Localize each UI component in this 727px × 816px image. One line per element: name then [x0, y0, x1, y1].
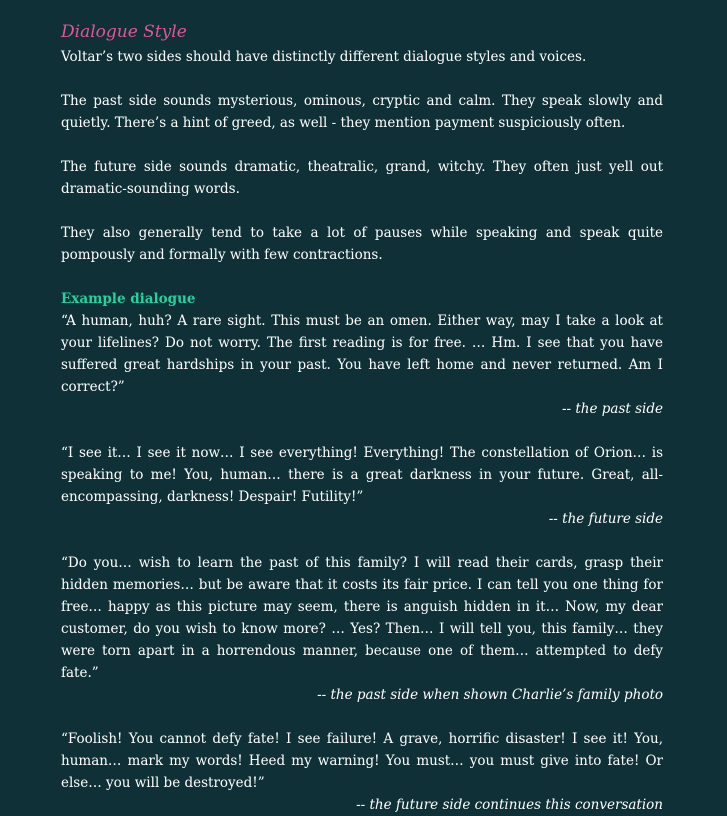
section-title: Dialogue Style — [61, 22, 187, 42]
attribution-text: the past side — [575, 401, 663, 417]
attribution-text: the past side when shown Charlie’s family photo — [330, 687, 663, 703]
dialogue-quote: “Foolish! You cannot defy fate! I see failure! A grave, horrific disaster! I see it! You, human… mark my words! Heed my warning! You must… you must give into fate! Or else… you will be destroyed!” — [61, 731, 663, 791]
attribution-text: the future side continues this conversation — [369, 797, 663, 813]
paragraph-gap — [61, 68, 663, 90]
paragraph-gap — [61, 134, 663, 156]
dialogue-example — [61, 728, 663, 816]
attribution-prefix: -- — [317, 687, 331, 703]
dialogue-attribution — [61, 508, 663, 530]
dialogue-example — [61, 310, 663, 420]
intro-paragraph: Voltar’s two sides should have distinctly different dialogue styles and voices. — [61, 49, 587, 65]
paragraph-gap — [61, 200, 663, 222]
past-side-paragraph: The past side sounds mysterious, ominous, cryptic and calm. They speak slowly and quietly. There’s a hint of greed, as well - they mention payment suspiciously often. — [61, 93, 663, 131]
paragraph-gap — [61, 706, 663, 728]
dialogue-example — [61, 442, 663, 530]
dialogue-attribution — [61, 684, 663, 706]
dialogue-quote: “A human, huh? A rare sight. This must be an omen. Either way, may I take a look at your lifelines? Do not worry. The first reading is for free. … Hm. I see that you have suffered great hardships in your past. You have left home and never returned. Am I correct?” — [61, 313, 663, 395]
paragraph-gap — [61, 266, 663, 288]
dialogue-quote: “I see it… I see it now… I see everything! Everything! The constellation of Orion… is speaking to me! You, human… there is a great darkness in your future. Great, all-encompassing, darkness! Despair! Futility!” — [61, 445, 663, 505]
dialogue-attribution — [61, 794, 663, 816]
attribution-prefix: -- — [561, 401, 576, 417]
dialogue-attribution — [61, 398, 663, 420]
dialogue-example — [61, 552, 663, 706]
example-dialogue-heading: Example dialogue — [61, 291, 196, 307]
paragraph-gap — [61, 420, 663, 442]
paragraph-gap — [61, 530, 663, 552]
dialogue-quote: “Do you… wish to learn the past of this family? I will read their cards, grasp their hidden memories… but be aware that it costs its fair price. I can tell you one thing for free… happy as this picture may seem, there is anguish hidden in it… Now, my dear customer, do you wish to know more? … Yes? Then… I will tell you, this family… they were torn apart in a horrendous manner, because one of them… attempted to defy fate.” — [61, 555, 663, 681]
attribution-prefix: -- — [548, 511, 563, 527]
attribution-text: the future side — [562, 511, 663, 527]
pauses-paragraph: They also generally tend to take a lot of pauses while speaking and speak quite pompously and formally with few contractions. — [61, 225, 663, 263]
future-side-paragraph: The future side sounds dramatic, theatralic, grand, witchy. They often just yell out dramatic-sounding words. — [61, 159, 663, 197]
attribution-prefix: -- — [356, 797, 370, 813]
